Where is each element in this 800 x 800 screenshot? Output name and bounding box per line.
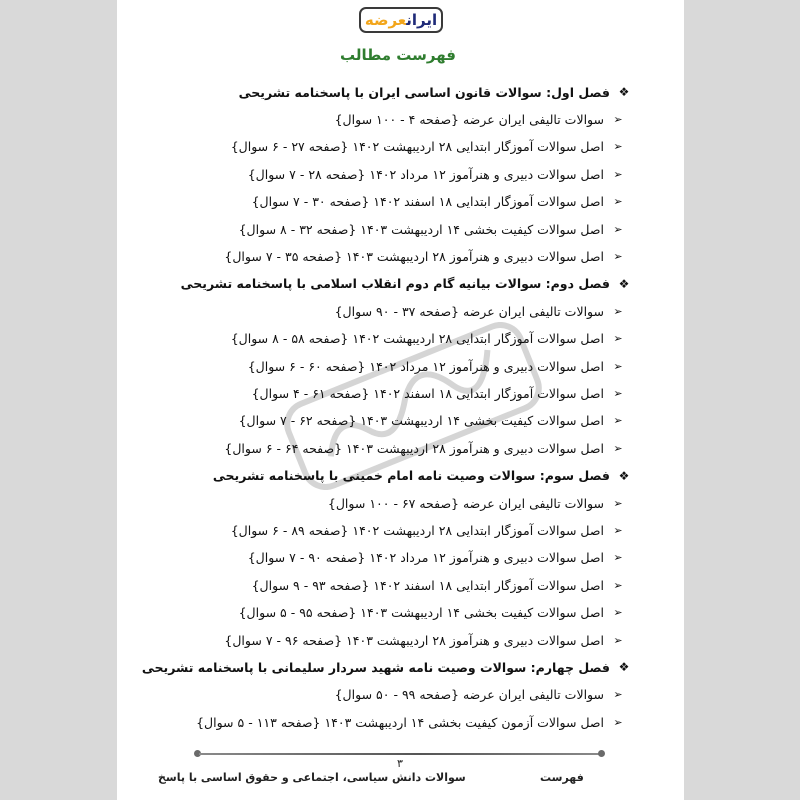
toc-entry-text: سوالات تالیفی ایران عرضه {صفحه ۴ - ۱۰۰ سوال}: [334, 111, 604, 127]
diamond-bullet-icon: ❖: [618, 468, 630, 483]
page-number: ۳: [397, 757, 403, 770]
toc-entry-text: اصل سوالات آموزگار ابتدایی ۱۸ اسفند ۱۴۰۲ {صفحه ۹۳ - ۹ سوال}: [251, 577, 604, 593]
toc-entry[interactable]: [252, 574, 626, 596]
diamond-bullet-icon: ❖: [618, 85, 630, 99]
arrow-bullet-icon: ➢: [613, 359, 623, 373]
arrow-bullet-icon: ➢: [613, 523, 623, 537]
toc-entry[interactable]: [196, 711, 626, 733]
arrow-bullet-icon: ➢: [613, 386, 623, 400]
diamond-bullet-icon: ❖: [618, 276, 630, 291]
toc-entry[interactable]: [239, 410, 626, 432]
toc-entry[interactable]: [239, 218, 626, 240]
toc-entry[interactable]: [335, 108, 626, 130]
arrow-bullet-icon: ➢: [613, 414, 623, 428]
toc-entry[interactable]: [252, 382, 626, 404]
arrow-bullet-icon: ➢: [613, 304, 623, 318]
toc-entry-text: اصل سوالات کیفیت بخشی ۱۴ اردیبهشت ۱۴۰۳ {صفحه ۳۲ - ۸ سوال}: [238, 221, 604, 237]
toc-entry-text: سوالات تالیفی ایران عرضه {صفحه ۹۹ - ۵۰ سوال}: [334, 687, 604, 703]
toc-entry[interactable]: [239, 602, 626, 624]
toc-entry-text: اصل سوالات دبیری و هنرآموز ۲۸ اردیبهشت ۱۴۰۳ {صفحه ۹۶ - ۷ سوال}: [224, 632, 604, 648]
toc-entry[interactable]: [248, 547, 626, 569]
toc-entry[interactable]: [224, 629, 626, 651]
toc-entry[interactable]: [335, 684, 626, 706]
toc-entry[interactable]: [252, 191, 626, 213]
arrow-bullet-icon: ➢: [613, 606, 623, 620]
toc-entry[interactable]: [224, 245, 626, 267]
toc-entry-text: اصل سوالات دبیری و هنرآموز ۱۲ مرداد ۱۴۰۲ {صفحه ۹۰ - ۷ سوال}: [247, 550, 604, 566]
toc-entry[interactable]: [328, 492, 626, 514]
toc-entry-text: اصل سوالات دبیری و هنرآموز ۱۲ مرداد ۱۴۰۲ {صفحه ۲۸ - ۷ سوال}: [247, 166, 604, 182]
diamond-bullet-icon: ❖: [618, 660, 630, 675]
toc-entry-text: اصل سوالات دبیری و هنرآموز ۱۲ مرداد ۱۴۰۲ {صفحه ۶۰ - ۶ سوال}: [247, 358, 604, 374]
toc-entry-text: اصل سوالات کیفیت بخشی ۱۴ اردیبهشت ۱۴۰۳ {صفحه ۹۵ - ۵ سوال}: [238, 605, 604, 621]
toc-chapter-heading[interactable]: [181, 273, 632, 295]
toc-entry-text: اصل سوالات آموزگار ابتدایی ۲۸ اردیبهشت ۱۴۰۲ {صفحه ۸۹ - ۶ سوال}: [230, 522, 604, 538]
arrow-bullet-icon: ➢: [613, 195, 623, 209]
toc-entry-text: اصل سوالات آموزگار ابتدایی ۲۸ اردیبهشت ۱۴۰۲ {صفحه ۵۸ - ۸ سوال}: [230, 331, 604, 347]
footer-rule-end-right: [598, 750, 605, 757]
toc-entry[interactable]: [224, 437, 626, 459]
arrow-bullet-icon: ➢: [613, 441, 623, 455]
toc-entry[interactable]: [231, 136, 626, 158]
toc-entry-text: اصل سوالات دبیری و هنرآموز ۲۸ اردیبهشت ۱۴۰۳ {صفحه ۶۴ - ۶ سوال}: [224, 440, 604, 456]
chapter-heading-text: فصل سوم: سوالات وصیت نامه امام خمینی با پاسخنامه تشریحی: [212, 468, 610, 484]
toc-entry[interactable]: [335, 300, 626, 322]
toc-entry[interactable]: [248, 163, 626, 185]
arrow-bullet-icon: ➢: [613, 715, 623, 729]
footer-book-title: سوالات دانش سیاسی، اجتماعی و حقوق اساسی با پاسخ: [158, 771, 466, 784]
arrow-bullet-icon: ➢: [613, 578, 623, 592]
toc-entry-text: اصل سوالات آموزگار ابتدایی ۲۸ اردیبهشت ۱۴۰۲ {صفحه ۲۷ - ۶ سوال}: [230, 139, 604, 155]
chapter-heading-text: فصل اول: سوالات قانون اساسی ایران با پاسخنامه تشریحی: [238, 84, 610, 100]
arrow-bullet-icon: ➢: [613, 140, 623, 154]
toc-entry-text: سوالات تالیفی ایران عرضه {صفحه ۳۷ - ۹۰ سوال}: [334, 303, 604, 319]
arrow-bullet-icon: ➢: [613, 551, 623, 565]
toc-entry-text: اصل سوالات آموزگار ابتدایی ۱۸ اسفند ۱۴۰۲ {صفحه ۶۱ - ۴ سوال}: [251, 385, 604, 401]
arrow-bullet-icon: ➢: [613, 112, 623, 126]
toc-chapter-heading[interactable]: [213, 465, 632, 487]
toc-entry[interactable]: [231, 519, 626, 541]
toc-entry[interactable]: [231, 328, 626, 350]
toc-entry[interactable]: [248, 355, 626, 377]
toc-entry-text: اصل سوالات دبیری و هنرآموز ۲۸ اردیبهشت ۱۴۰۳ {صفحه ۳۵ - ۷ سوال}: [224, 248, 604, 264]
arrow-bullet-icon: ➢: [613, 633, 623, 647]
brand-logo: [359, 7, 443, 33]
toc-entry-text: اصل سوالات کیفیت بخشی ۱۴ اردیبهشت ۱۴۰۳ {صفحه ۶۲ - ۷ سوال}: [238, 413, 604, 429]
arrow-bullet-icon: ➢: [613, 222, 623, 236]
toc-chapter-heading[interactable]: [142, 656, 632, 678]
arrow-bullet-icon: ➢: [613, 688, 623, 702]
footer-section-label: فهرست: [540, 771, 584, 784]
toc-entry-text: اصل سوالات آزمون کیفیت بخشی ۱۴ اردیبهشت ۱۴۰۳ {صفحه ۱۱۳ - ۵ سوال}: [196, 714, 604, 730]
logo-wordmark: ایرانعرضه: [364, 11, 438, 29]
chapter-heading-text: فصل چهارم: سوالات وصیت نامه شهید سردار سلیمانی با پاسخنامه تشریحی: [141, 659, 610, 675]
toc-chapter-heading[interactable]: [239, 81, 632, 103]
footer-divider: [199, 753, 602, 755]
arrow-bullet-icon: ➢: [613, 167, 623, 181]
toc-entry-text: سوالات تالیفی ایران عرضه {صفحه ۶۷ - ۱۰۰ سوال}: [327, 495, 604, 511]
arrow-bullet-icon: ➢: [613, 249, 623, 263]
arrow-bullet-icon: ➢: [613, 332, 623, 346]
arrow-bullet-icon: ➢: [613, 496, 623, 510]
chapter-heading-text: فصل دوم: سوالات بیانیه گام دوم انقلاب اسلامی با پاسخنامه تشریحی: [180, 276, 610, 292]
page-title: فهرست مطالب: [340, 46, 456, 64]
toc-entry-text: اصل سوالات آموزگار ابتدایی ۱۸ اسفند ۱۴۰۲ {صفحه ۳۰ - ۷ سوال}: [251, 194, 604, 210]
